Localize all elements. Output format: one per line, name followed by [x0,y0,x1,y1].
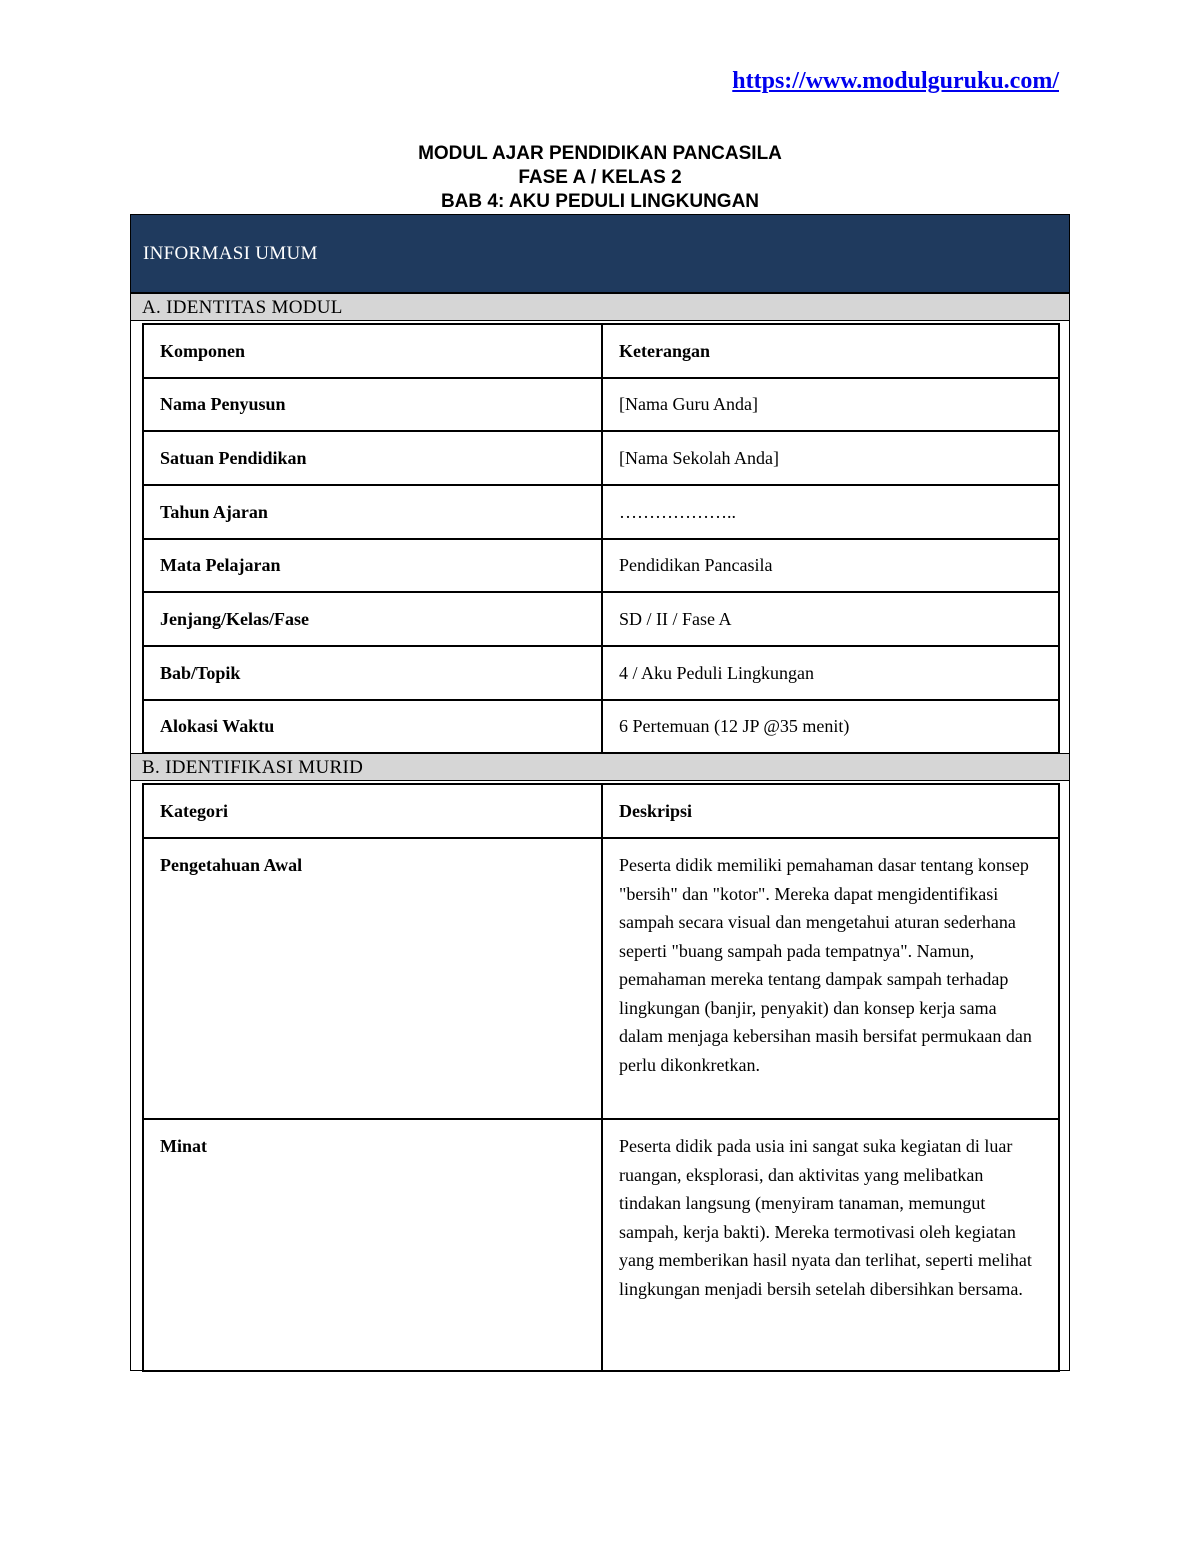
informasi-umum-header: INFORMASI UMUM [131,215,1069,293]
column-header-deskripsi: Deskripsi [602,784,1059,838]
row-value: ……………….. [602,485,1059,539]
row-value: [Nama Guru Anda] [602,378,1059,431]
row-value: Peserta didik pada usia ini sangat suka kegiatan di luar ruangan, eksplorasi, dan aktivitas yang melibatkan tindakan langsung (menyiram tanaman, memungut sampah, kerja bakti). Mereka termotivasi oleh kegiatan yang memberikan hasil nyata dan terlihat, seperti melihat lingkungan menjadi bersih setelah dibersihkan bersama. [602,1119,1059,1371]
row-label: Bab/Topik [143,646,602,700]
row-label: Nama Penyusun [143,378,602,431]
row-label: Jenjang/Kelas/Fase [143,592,602,646]
row-label: Minat [143,1119,602,1371]
row-label: Satuan Pendidikan [143,431,602,485]
table-row [143,378,1059,431]
document-title [0,142,1200,214]
section-a-header: A. IDENTITAS MODUL [131,293,1069,321]
table-row [143,539,1059,592]
table-row [143,1119,1059,1371]
table-row [143,646,1059,700]
row-label: Pengetahuan Awal [143,838,602,1119]
row-value: Peserta didik memiliki pemahaman dasar tentang konsep "bersih" dan "kotor". Mereka dapat mengidentifikasi sampah secara visual dan mengetahui aturan sederhana seperti "buang sampah pada tempatnya". Namun, pemahaman mereka tentang dampak sampah terhadap lingkungan (banjir, penyakit) dan konsep kerja sama dalam menjaga kebersihan masih bersifat permukaan dan perlu dikonkretkan. [602,838,1059,1119]
row-value: SD / II / Fase A [602,592,1059,646]
identitas-modul-table [142,323,1060,754]
title-line-1: MODUL AJAR PENDIDIKAN PANCASILA [418,143,782,164]
column-header-keterangan: Keterangan [602,324,1059,378]
identifikasi-murid-table [142,783,1060,1372]
title-line-2: FASE A / KELAS 2 [518,167,682,188]
row-value: 6 Pertemuan (12 JP @35 menit) [602,700,1059,753]
website-link[interactable]: https://www.modulguruku.com/ [732,68,1059,94]
table-row [143,485,1059,539]
column-header-kategori: Kategori [143,784,602,838]
table-header-row [143,784,1059,838]
table-row [143,700,1059,753]
row-value: [Nama Sekolah Anda] [602,431,1059,485]
table-row [143,592,1059,646]
title-line-3: BAB 4: AKU PEDULI LINGKUNGAN [440,191,760,212]
table-header-row [143,324,1059,378]
column-header-komponen: Komponen [143,324,602,378]
row-value: Pendidikan Pancasila [602,539,1059,592]
row-value: 4 / Aku Peduli Lingkungan [602,646,1059,700]
row-label: Mata Pelajaran [143,539,602,592]
section-b-header: B. IDENTIFIKASI MURID [131,753,1069,781]
row-label: Tahun Ajaran [143,485,602,539]
row-label: Alokasi Waktu [143,700,602,753]
module-info-table [130,214,1070,1371]
table-row [143,838,1059,1119]
table-row [143,431,1059,485]
